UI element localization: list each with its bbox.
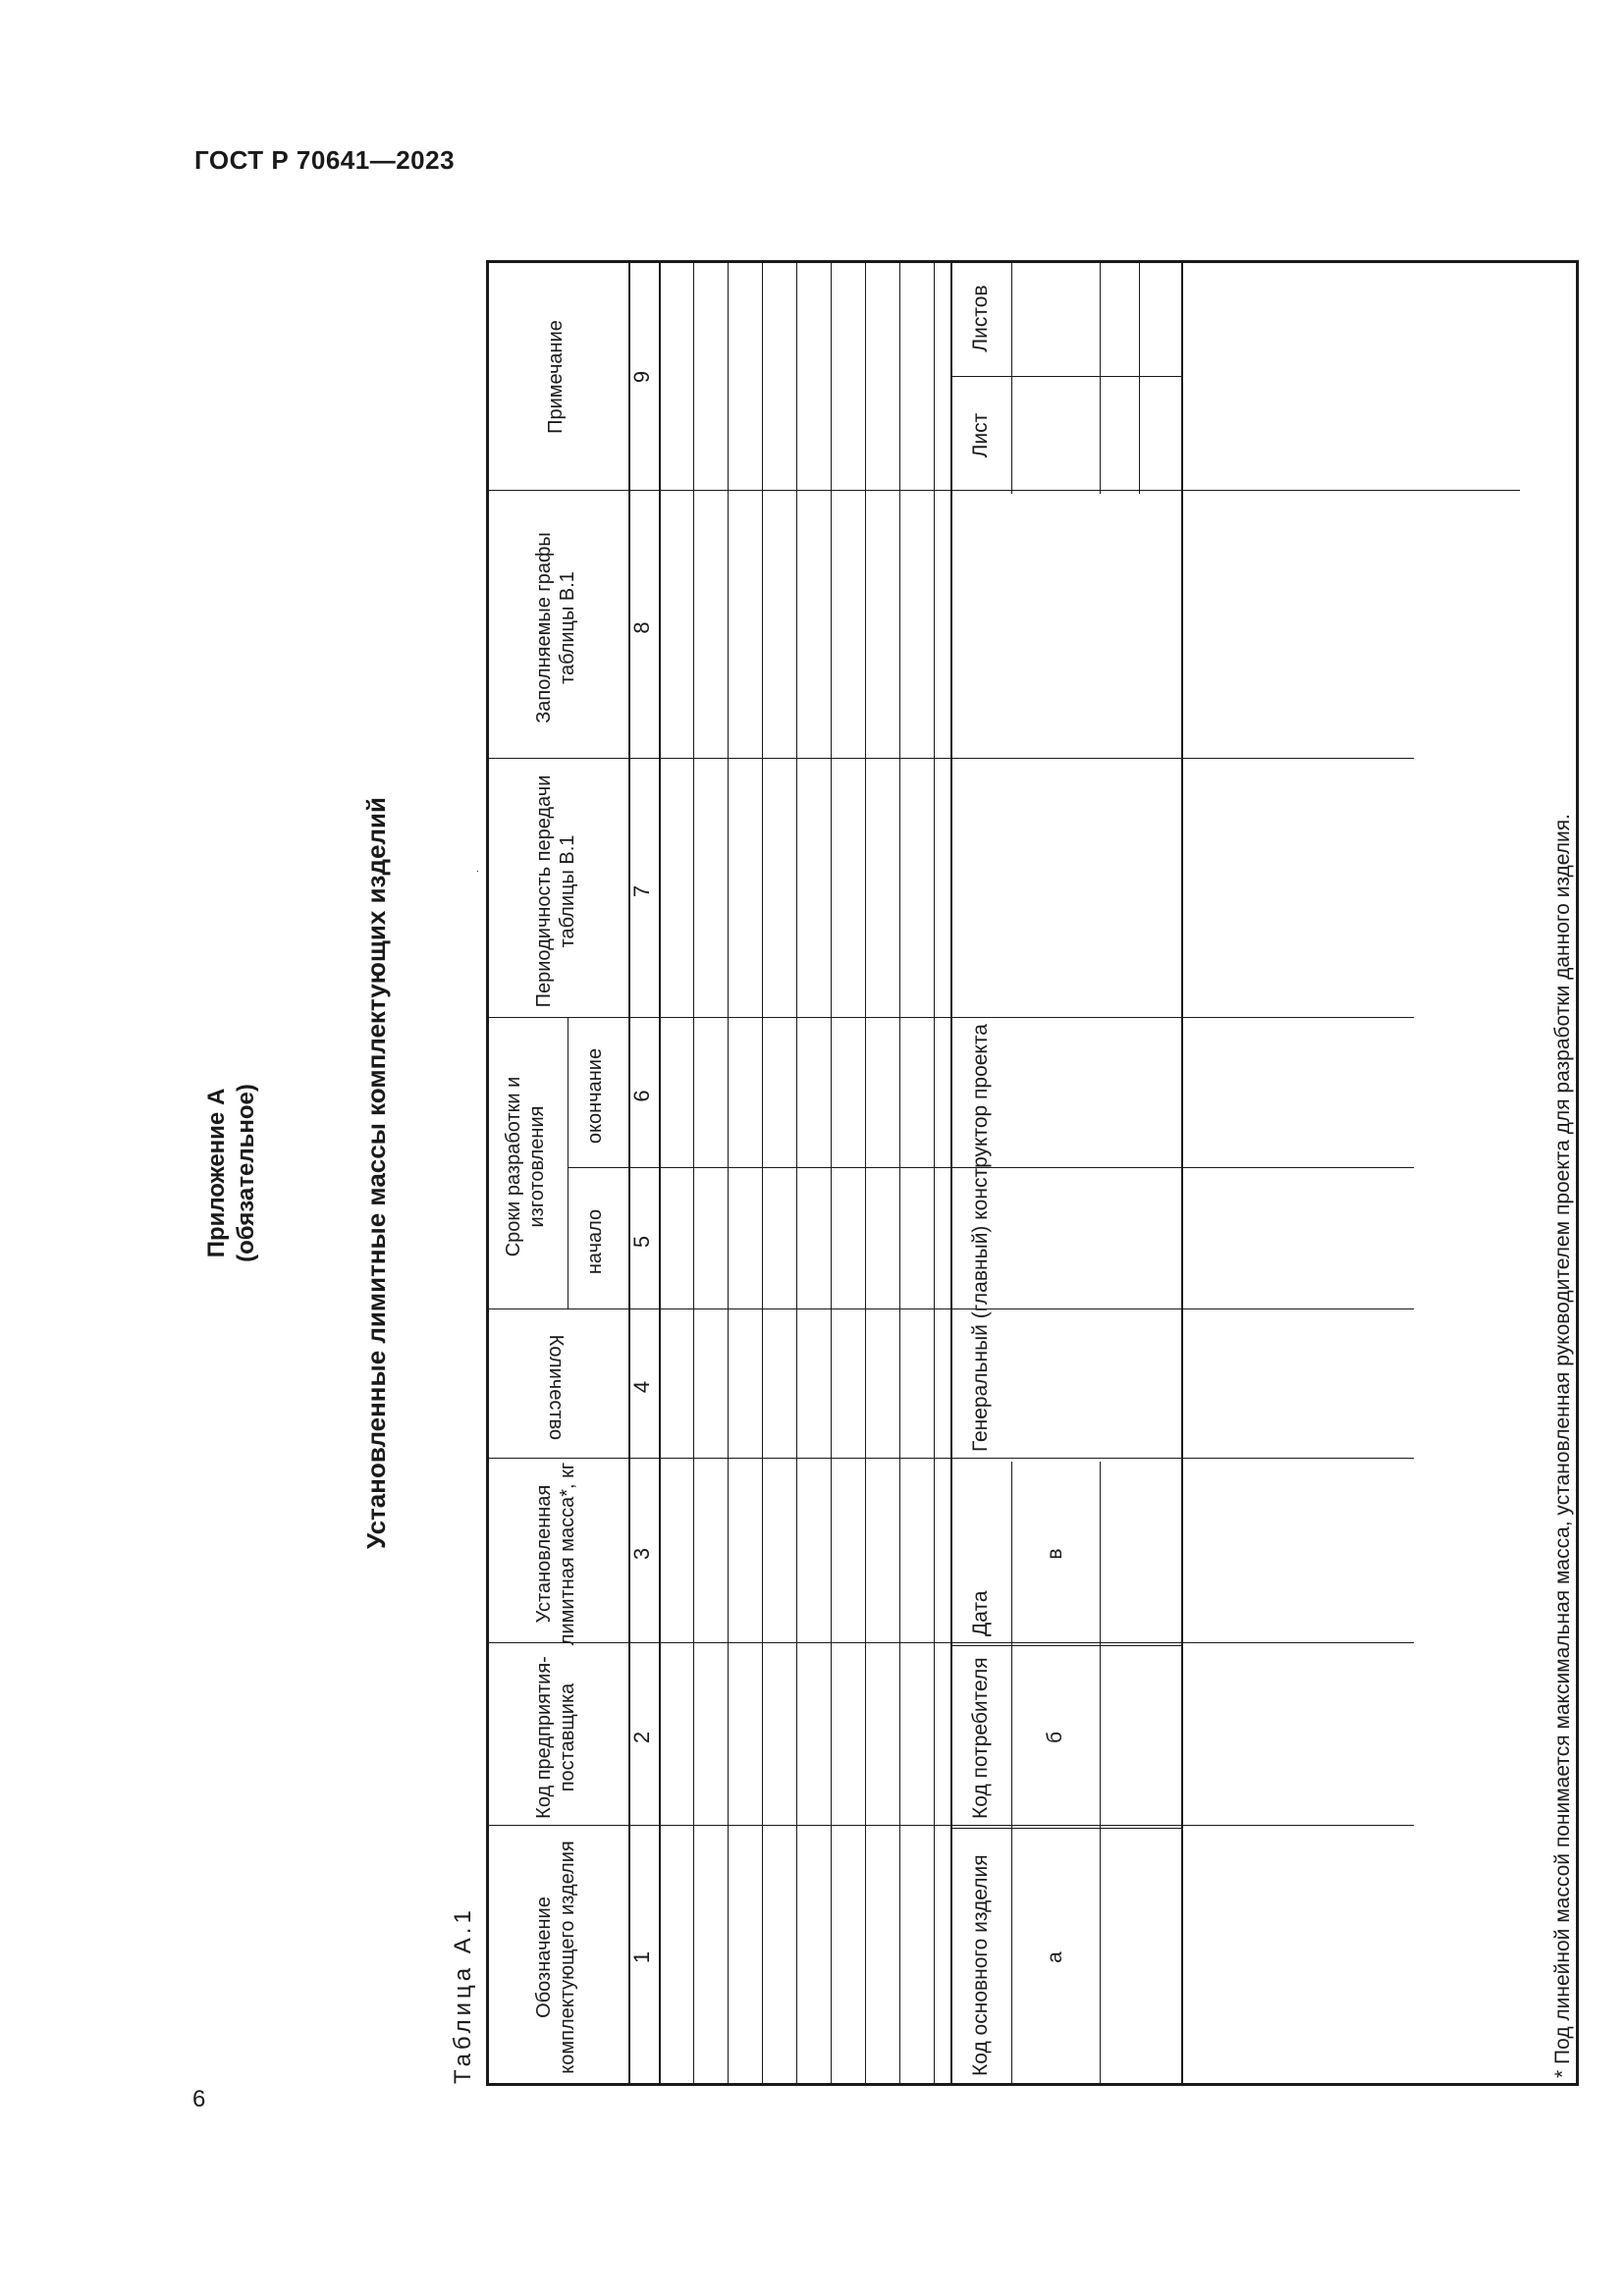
header-terms: Сроки разработки и изготовления <box>503 1076 548 1257</box>
chief-designer-label: Генеральный (главный) конструктор проекта <box>969 1024 992 1452</box>
letter-b: б <box>1044 1731 1066 1744</box>
sheets-label: Листов <box>969 285 992 352</box>
header-quantity-text: Количество <box>545 1334 567 1440</box>
header-supplier-code: Код предприятия-поставщика <box>533 1656 578 1819</box>
header-designation: Обозначение комплектующего изделия <box>533 1841 578 2074</box>
header-start: начало <box>584 1208 606 1275</box>
col-number: 3 <box>628 1547 654 1561</box>
consumer-code-label: Код потребителя <box>969 1657 992 1819</box>
col-number: 4 <box>628 1380 654 1394</box>
document-title: Установленные лимитные массы комплектующих изделий <box>361 797 391 1549</box>
header-quantity <box>486 1312 625 1462</box>
col-number: 9 <box>628 370 654 384</box>
footer-row-line <box>1100 1462 1101 2086</box>
rotated-page-content <box>196 260 1574 2086</box>
base-product-code-label: Код основного изделия <box>969 1854 992 2076</box>
standard-header: ГОСТ Р 70641—2023 <box>194 145 456 175</box>
letter-v: в <box>1044 1548 1066 1560</box>
header-end: окончание <box>584 1047 606 1145</box>
footer-bottom-line <box>1181 263 1183 2086</box>
date-label: Дата <box>969 1590 992 1636</box>
header-periodicity: Периодичность передачи таблицы В.1 <box>533 774 578 1008</box>
sheet-label: Лист <box>969 412 992 458</box>
page-number: 6 <box>192 2086 206 2112</box>
col-number: 1 <box>628 1950 654 1964</box>
header-note: Примечание <box>545 320 567 434</box>
col-number: 2 <box>628 1731 654 1744</box>
appendix-subtitle: (обязательное) <box>233 1084 259 1262</box>
footer-row-line <box>1011 263 1012 494</box>
footer-row-line <box>1100 263 1101 494</box>
letter-a: а <box>1044 1951 1066 1963</box>
spacer <box>477 871 478 872</box>
table-caption: Таблица А.1 <box>450 1906 476 2084</box>
footnote: * Под линейной массой понимается максимальная масса, установленная руководителем проекта для разработки данного изделия. <box>1551 814 1574 2078</box>
col-number: 6 <box>628 1090 654 1102</box>
footer-row-line <box>1139 263 1140 494</box>
col-number: 7 <box>628 884 654 898</box>
col-number: 5 <box>628 1235 654 1249</box>
header-limit-mass: Установленная лимитная масса*, кг <box>533 1462 578 1646</box>
col-number: 8 <box>628 621 654 634</box>
appendix-title: Приложение А <box>203 1088 230 1258</box>
header-fillable-columns: Заполняемые графы таблицы В.1 <box>533 532 578 723</box>
